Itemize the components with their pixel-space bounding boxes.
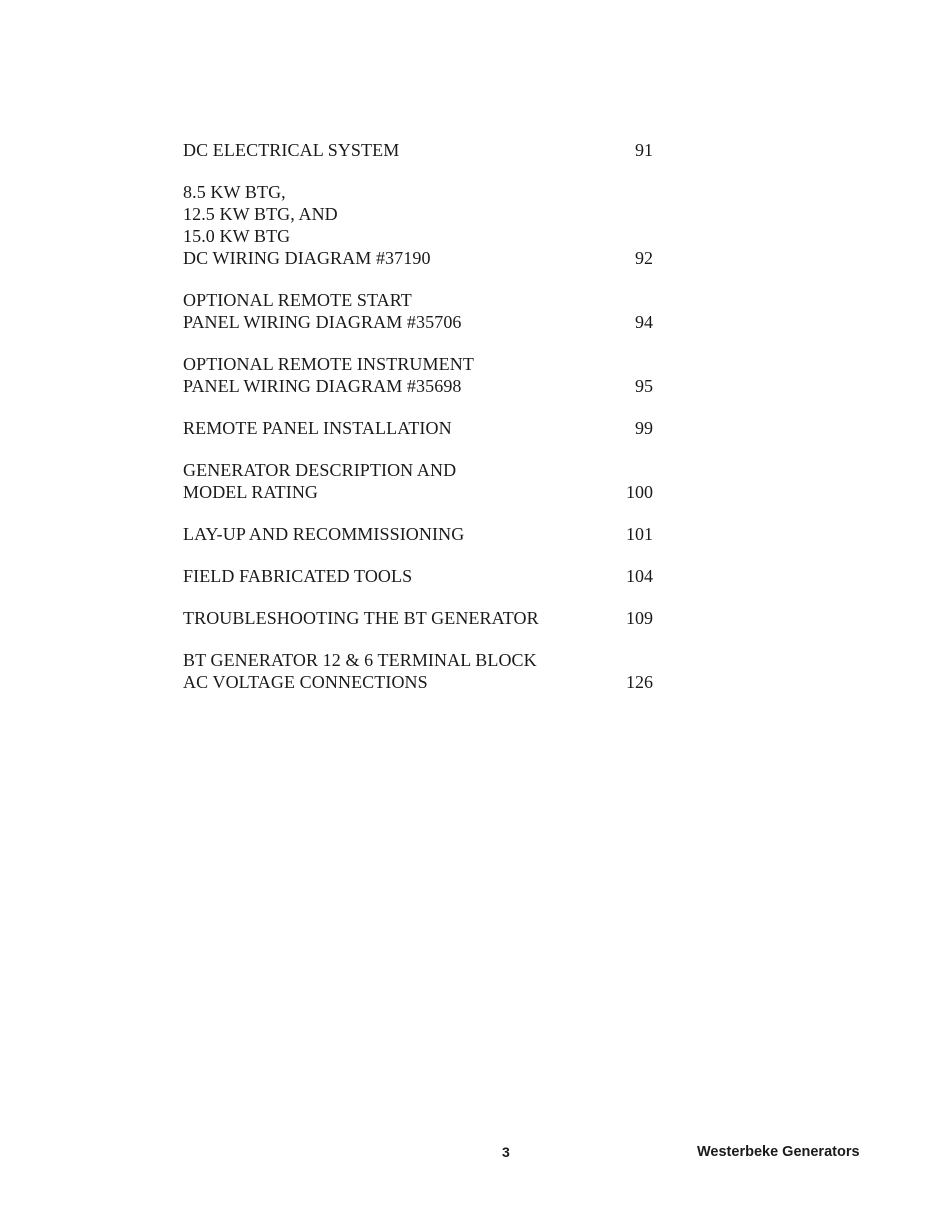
toc-entry-line: REMOTE PANEL INSTALLATION [183, 418, 452, 438]
toc-entry-line: MODEL RATING [183, 482, 319, 502]
toc-entry[interactable] [183, 181, 663, 269]
toc-entry[interactable] [183, 353, 663, 397]
toc-page-number: 100 [626, 482, 653, 502]
toc-entry-line: DC WIRING DIAGRAM #37190 [183, 248, 431, 268]
toc-entry-line: OPTIONAL REMOTE INSTRUMENT [183, 354, 474, 374]
toc-entry[interactable] [183, 565, 663, 587]
toc-entry[interactable] [183, 607, 663, 629]
toc-page-number: 95 [635, 376, 653, 396]
table-of-contents [183, 139, 663, 713]
toc-entry[interactable] [183, 459, 663, 503]
toc-entry[interactable] [183, 289, 663, 333]
toc-entry[interactable] [183, 649, 663, 693]
toc-entry-line: DC ELECTRICAL SYSTEM [183, 140, 400, 160]
toc-page-number: 104 [626, 566, 653, 586]
toc-entry-line: LAY-UP AND RECOMMISSIONING [183, 524, 465, 544]
toc-page-number: 91 [635, 140, 653, 160]
toc-entry-line: TROUBLESHOOTING THE BT GENERATOR [183, 608, 539, 628]
footer-page-number: 3 [502, 1144, 510, 1160]
toc-entry[interactable] [183, 417, 663, 439]
toc-entry-line: PANEL WIRING DIAGRAM #35698 [183, 376, 462, 396]
toc-entry-line: 8.5 KW BTG, [183, 182, 286, 202]
toc-entry-line: BT GENERATOR 12 & 6 TERMINAL BLOCK [183, 650, 537, 670]
toc-entry-line: FIELD FABRICATED TOOLS [183, 566, 413, 586]
toc-page-number: 101 [626, 524, 653, 544]
toc-entry-line: PANEL WIRING DIAGRAM #35706 [183, 312, 462, 332]
toc-entry-line: 12.5 KW BTG, AND [183, 204, 338, 224]
toc-page-number: 126 [626, 672, 653, 692]
toc-page-number: 99 [635, 418, 653, 438]
toc-page-number: 94 [635, 312, 653, 332]
toc-entry-line: 15.0 KW BTG [183, 226, 291, 246]
toc-entry[interactable] [183, 139, 663, 161]
toc-entry[interactable] [183, 523, 663, 545]
toc-entry-line: OPTIONAL REMOTE START [183, 290, 412, 310]
toc-page-number: 92 [635, 248, 653, 268]
toc-entry-line: GENERATOR DESCRIPTION AND [183, 460, 457, 480]
toc-page-number: 109 [626, 608, 653, 628]
footer-brand: Westerbeke Generators [697, 1144, 860, 1160]
toc-entry-line: AC VOLTAGE CONNECTIONS [183, 672, 428, 692]
